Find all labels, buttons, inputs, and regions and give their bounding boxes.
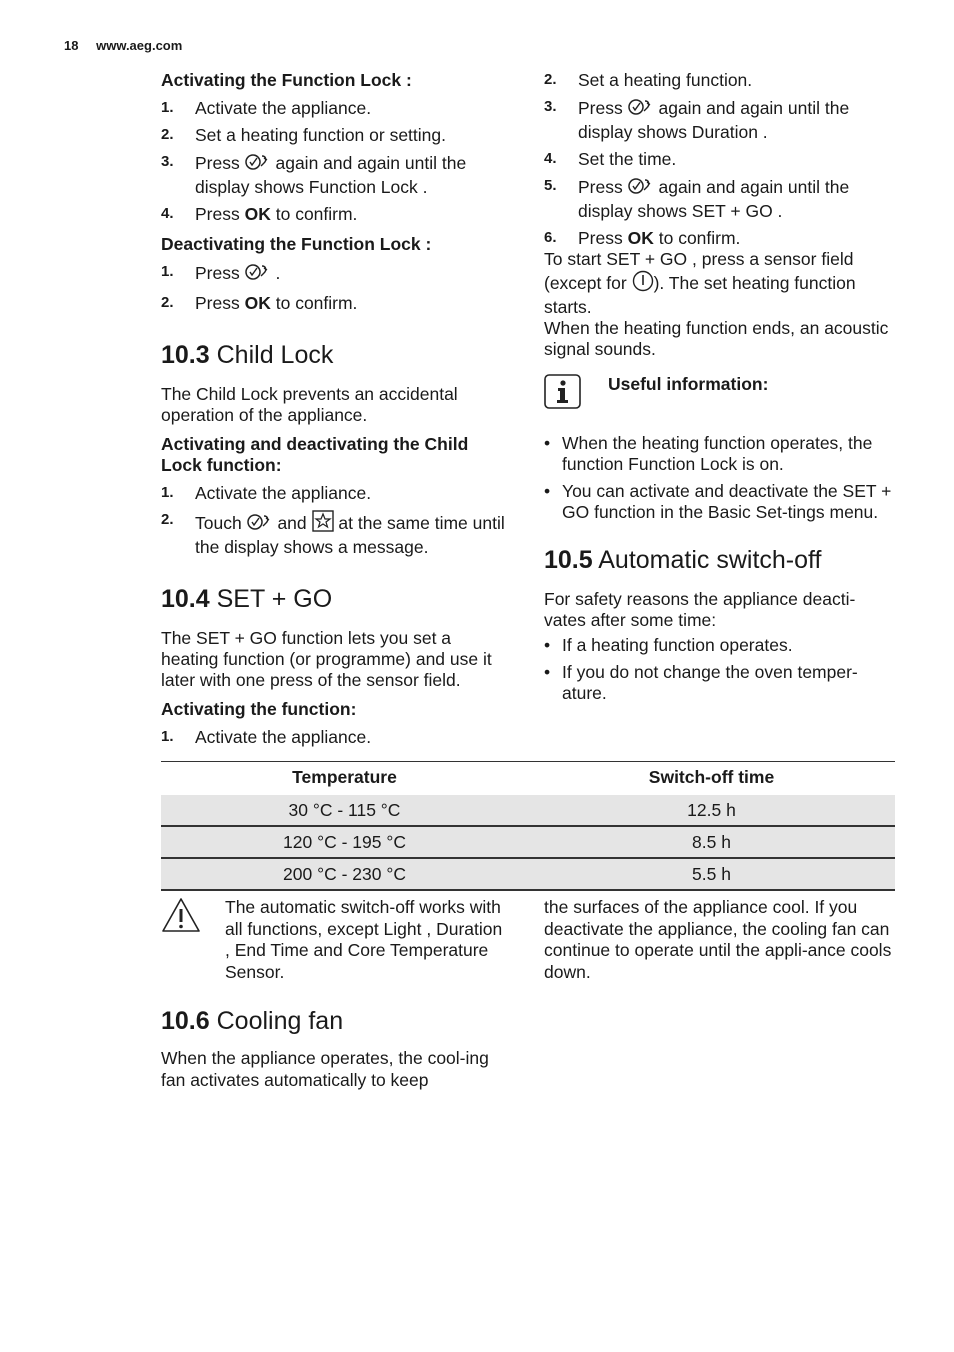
step-number: 6. [544, 229, 557, 246]
list-item: • When the heating function operates, the function Function Lock is on. [544, 433, 873, 474]
set-go-start-text: To start SET + GO , press a sensor field (except for ). The set heating function starts. [544, 249, 856, 317]
table-row [161, 826, 895, 858]
settings-key-icon [628, 176, 654, 201]
table-row [161, 858, 895, 890]
step-number: 3. [161, 153, 174, 170]
step-text: Press again and again until the display shows Function Lock . [195, 153, 467, 197]
settings-key-icon [628, 97, 654, 122]
table-cell: 5.5 h [528, 858, 895, 890]
list-item: • If you do not change the oven temper-ature. [544, 662, 858, 703]
warning-note [161, 897, 506, 983]
right-column [544, 70, 896, 710]
step-number: 2. [161, 294, 174, 311]
step-number: 4. [161, 205, 174, 222]
auto-off-intro: For safety reasons the appliance deacti-vates after some time: [544, 589, 856, 630]
set-go-end-text: When the heating function ends, an acoustic signal sounds. [544, 318, 889, 359]
step-number: 1. [161, 728, 174, 745]
step-text: Set a heating function. [578, 70, 753, 90]
step-text: Press OK to confirm. [195, 204, 358, 224]
list-item [161, 152, 506, 198]
step-number: 3. [544, 98, 557, 115]
switch-off-table [161, 761, 895, 891]
function-lock-activate-title: Activating the Function Lock : [161, 70, 412, 90]
step-number: 2. [544, 71, 557, 88]
page-number: 18 [64, 38, 79, 53]
list-item [161, 727, 506, 748]
step-number: 4. [544, 150, 557, 167]
table-cell: 120 °C - 195 °C [161, 826, 528, 858]
step-text: Press OK to confirm. [578, 228, 741, 248]
set-go-subtitle: Activating the function: [161, 699, 357, 719]
left-column [161, 70, 506, 754]
cooling-fan-text: When the appliance operates, the cool-ing fan activates automatically to keep [161, 1048, 489, 1090]
ok-key-label: OK [627, 228, 654, 248]
list-item [161, 204, 506, 225]
function-lock-deactivate-title: Deactivating the Function Lock : [161, 234, 432, 254]
list-item [161, 510, 506, 558]
info-icon [544, 374, 608, 415]
info-note [544, 374, 896, 415]
table-cell: 12.5 h [528, 794, 895, 826]
website-link[interactable]: www.aeg.com [96, 38, 183, 53]
list-item [161, 98, 506, 119]
list-item [161, 125, 506, 146]
cooling-fan-section [161, 1000, 506, 1099]
step-text: Touch and at the same time until the display shows a message. [195, 510, 506, 558]
list-item [544, 228, 896, 249]
step-number: 1. [161, 263, 174, 280]
section-heading-auto-switch-off: 10.5 Automatic switch-off [544, 546, 822, 574]
step-number: 1. [161, 484, 174, 501]
warning-icon [161, 897, 225, 983]
list-item [161, 293, 506, 314]
table-header-row [161, 762, 895, 795]
section-heading-child-lock: 10.3 Child Lock [161, 341, 334, 369]
warning-text: The automatic switch-off works with all functions, except Light , Duration , End Time and Core Temperature Sensor. [225, 897, 503, 982]
step-number: 5. [544, 177, 557, 194]
section-heading-set-go: 10.4 SET + GO [161, 585, 333, 613]
step-number: 1. [161, 99, 174, 116]
step-text: Press OK to confirm. [195, 293, 358, 313]
step-text: Set the time. [578, 149, 677, 169]
list-item: • You can activate and deactivate the SET + GO function in the Basic Set-tings menu. [544, 481, 892, 522]
settings-key-icon [245, 152, 271, 177]
step-text: Press again and again until the display shows Duration . [578, 98, 850, 142]
section-heading-cooling-fan: 10.6 Cooling fan [161, 1007, 344, 1035]
light-icon [312, 510, 334, 537]
ok-key-label: OK [244, 204, 271, 224]
column-header: Temperature [161, 762, 528, 795]
list-item [544, 97, 896, 143]
child-lock-intro: The Child Lock prevents an accidental operation of the appliance. [161, 384, 458, 425]
warning-continued-text: the surfaces of the appliance cool. If you deactivate the appliance, the cooling fan can continue to operate until the appli-ance cools down. [544, 897, 892, 982]
column-header: Switch-off time [528, 762, 895, 795]
info-title: Useful information: [608, 374, 769, 394]
step-text: Activate the appliance. [195, 483, 372, 503]
list-item [161, 262, 506, 287]
set-go-intro: The SET + GO function lets you set a heating function (or programme) and use it later with one press of the sensor field. [161, 628, 492, 690]
ok-key-label: OK [244, 293, 271, 313]
step-text: Press again and again until the display shows SET + GO . [578, 177, 850, 221]
list-item: • If a heating function operates. [544, 635, 793, 655]
settings-key-icon [245, 262, 271, 287]
list-item [544, 70, 896, 91]
child-lock-subtitle: Activating and deactivating the Child Lock function: [161, 434, 469, 475]
table-row [161, 794, 895, 826]
list-item [544, 176, 896, 222]
step-text: Set a heating function or setting. [195, 125, 446, 145]
list-item [544, 149, 896, 170]
step-text: Press . [195, 262, 506, 287]
power-icon [632, 270, 654, 297]
settings-key-icon [247, 512, 273, 537]
page-header [64, 38, 182, 53]
table-cell: 200 °C - 230 °C [161, 858, 528, 890]
step-number: 2. [161, 511, 174, 528]
step-text: Activate the appliance. [195, 98, 372, 118]
step-number: 2. [161, 126, 174, 143]
table-cell: 8.5 h [528, 826, 895, 858]
step-text: Activate the appliance. [195, 727, 372, 747]
table-cell: 30 °C - 115 °C [161, 794, 528, 826]
list-item [161, 483, 506, 504]
